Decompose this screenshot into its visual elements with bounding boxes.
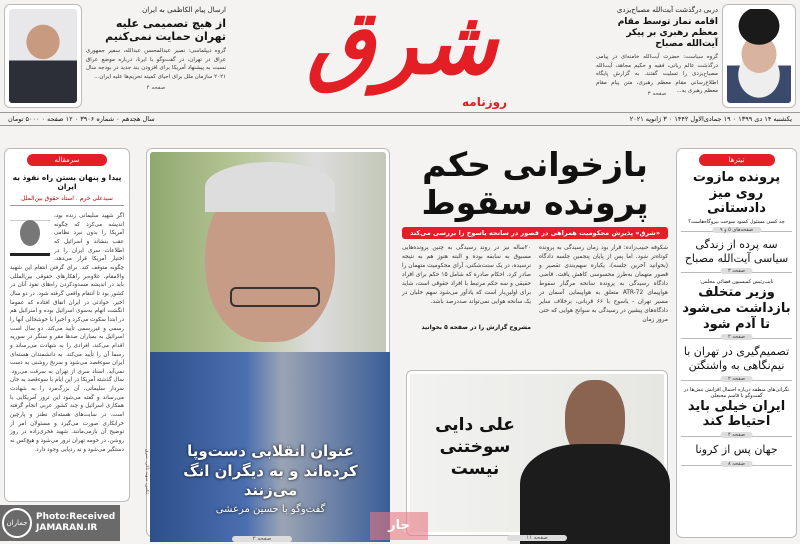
news-item[interactable]: نایب‌رئیس کمیسیون قضائی مجلس: وزیر متخلف بازداشت می‌شود تا آدم شود صفحه ۲ bbox=[682, 279, 791, 341]
news-item[interactable]: نگرانی‌های منطقه درباره احتمال افزایش تنش‌ها در گفت‌وگو با قاسم محبعلی ایران خیلی باید احتیاط کند صفحه ۴ bbox=[681, 387, 792, 437]
jamaran-logo: جماران bbox=[2, 508, 32, 538]
kicker: دربی درگذشت آیت‌الله مصباح‌یزدی bbox=[616, 6, 718, 14]
page-ref: صفحه ۲ bbox=[232, 536, 292, 542]
news-column bbox=[676, 148, 797, 538]
jar-stamp: جار bbox=[370, 512, 428, 540]
page-ref: صفحه ۳ bbox=[647, 91, 667, 98]
lead-subtitle: «شرق» پذیرش محکومیت همراهی در قصور در سانحه یاسوج را بررسی می‌کند bbox=[402, 227, 668, 239]
editorial-label: سرمقاله bbox=[27, 154, 107, 166]
page-ref: صفحه ۴ bbox=[146, 85, 166, 92]
read-more[interactable]: مشروح گزارش را در صفحه ۵ بخوانید bbox=[421, 323, 531, 331]
top-right-story bbox=[596, 6, 718, 97]
editorial-column bbox=[4, 148, 130, 502]
headline[interactable]: از هیچ تصمیمی علیه تهران حمایت نمی‌کنیم bbox=[105, 17, 226, 44]
daei-story bbox=[406, 370, 668, 541]
kazemi-photo bbox=[4, 4, 82, 108]
news-label: تیترها bbox=[699, 154, 775, 166]
news-item[interactable]: تصمیم‌گیری در تهران با نیم‌نگاهی به واشنگتن صفحه ۲ bbox=[681, 345, 792, 381]
watermark-line2: JAMARAN.IR bbox=[36, 523, 98, 533]
photo-credit: عکس: سهند تاکی، شرق bbox=[144, 449, 149, 495]
date: یکشنبه ۱۴ دی ۱۳۹۹ ۰ ۱۹ جمادی‌الاول ۱۴۴۲ ۰ ۳ ژانویه ۲۰۲۱ bbox=[629, 115, 792, 123]
cover-subhead: گفت‌وگو با حسین مرعشی bbox=[215, 504, 326, 515]
lead-story bbox=[402, 146, 668, 336]
news-item[interactable]: سه پرده از زندگی سیاسی آیت‌الله مصباح صفحه ۳ bbox=[681, 238, 792, 274]
editorial-author: سیدعلی خرم . استاد حقوق بین‌الملل bbox=[10, 195, 124, 206]
daei-photo bbox=[410, 374, 664, 532]
news-item[interactable]: پرونده مازوت روی میز دادستانی چه کسی مسئول کمبود سوخت نیروگاه‌هاست؟ صفحه‌های ۵ و ۹ bbox=[681, 170, 792, 232]
kicker: ارسال پیام الکاظمی به ایران bbox=[142, 6, 226, 14]
issue-info: سال هجدهم ۰ شماره ۳۹۰۶ ۰ ۱۲ صفحه ۰ ۵۰۰۰ تومان bbox=[8, 115, 155, 123]
editorial-body: اگر شهید سلیمانی زنده بود، اندیشه می‌کرد که چگونه آمریکا را بدون نبرد نظامی عقب بنشاند و اسرائیل که اطلاعات سری ایران را در اختیار آمریکا قرار می‌دهد، چگونه متوقف کند. برای گرفتن انتقام این شهید والامقام، علاوه‌بر راهکارهای حقوقی بین‌المللی باید در اندیشه مسدودکردن راه‌های نفوذ آنان در کشور بود تا انتقام واقعی گرفته شود. در دو سال اخیر، حوادثی در ایران اتفاق افتاده که عموما انگشت اتهام به‌سوی اسرائیل بوده و اسرائیل هم در ابتدا سکوت می‌کرد و اخیرا با خوشحالی آنها را رسمی و غیررسمی تأیید می‌کند. دو سال است اسرائیل به بمباران صدها مقر و سنگر در سوریه اقدام می‌کند، افرادی را به شهادت می‌رساند و رسما آن را تأیید می‌کند. به دانشمندان هسته‌ای ایران سوءقصد می‌شود و سرنخ روشنی به دست نمی‌آید. اسناد سری از تهران به سرقت می‌رود. سال گذشته آمریکا در این ایام با سوءقصد به جان سردار سلیمانی، آن بزرگ‌مرد را به شهادت می‌رساند و گفته می‌شود این ترور آمریکایی با همکاری اسرائیل و چند کشور عربی انجام گرفته است. در سایت‌های هسته‌ای نطنز و پارچین خرابکاری صورت می‌گیرد و مسئولان امر از توضیح آن بازمی‌مانند. شهید فخری‌زاده در روز روشن، در حومه تهران ترور می‌شود و هیچ‌کس نه دستگیر می‌شود و نه ردپایی وجود دارد. bbox=[9, 213, 124, 453]
cover-headline[interactable]: عنوان انقلابی دست‌وپا کرده‌اند و به دیگران انگ می‌زنند bbox=[183, 442, 358, 499]
watermark-line1: Photo:Received bbox=[36, 512, 116, 523]
page-ref: صفحه ۱۱ bbox=[507, 535, 567, 541]
body: گروه دیپلماسی: نصیر عبدالمحسن عبدالله، سفیر جمهوری عراق در تهران، در گفت‌وگو با ایرنا، درباره موضع عراق نسبت به پیشنهاد آمریکا برای افزودن بند جدید در بودجه سال ۲۰۲۱ سازمان ملل برای احیای کمیته تحریم‌ها علیه ایران... bbox=[86, 48, 226, 80]
headline[interactable]: اقامه نماز توسط مقام معظم رهبری بر پیکر آیت‌الله مصباح bbox=[617, 17, 718, 49]
lead-headline[interactable]: بازخوانی حکم پرونده سقوط bbox=[421, 145, 649, 222]
daei-headline[interactable]: علی دایی سوختنی نیست bbox=[435, 415, 515, 480]
news-item[interactable]: جهان پس از کرونا صفحه ۸ bbox=[681, 443, 792, 466]
body: گروه سیاست: حضرت آیت‌الله خامنه‌ای در پیامی درگذشت عالم ربانی، فقیه و حکیم مجاهد، آیت‌الله مصباح‌یزدی را تسلیت گفتند. به گزارش پایگاه اطلاع‌رسانی مقام معظم رهبری، متن پیام مقام معظم رهبری به... bbox=[596, 54, 718, 95]
dateline bbox=[0, 112, 800, 126]
author-photo bbox=[10, 212, 50, 256]
lead-col-1: شکوفه حبیب‌زاده: قرار بود زمان رسیدگی به پرونده کوتاه‌تر شود. اما پس از پایان پنجمین جلسه دادگاه (بخوانید آخرین جلسه)، یکباره سهم‌بندی تقصیر و قصور متهمان به‌طرز محسوسی کاهش یافت. قاضی دادگاه رسیدگی به پرونده سانحه مرگبار سقوط هواپیمای ATR-72 متعلق به هواپیمایی آسمان در مسیر تهران - یاسوج با ۶۶ قربانی، برخلاف سایر دادگاه‌های پیشین در رسیدگی به سوانح هوایی که حتی مرور زمان bbox=[539, 244, 669, 323]
top-left-story bbox=[86, 6, 226, 91]
editorial-headline[interactable]: پیدا و پنهان بستن راه نفوذ به ایران bbox=[12, 173, 122, 191]
masthead-sub: روزنامه bbox=[462, 95, 507, 109]
watermark bbox=[0, 505, 120, 541]
leader-photo bbox=[722, 4, 796, 108]
cover-story bbox=[144, 148, 390, 542]
cover-photo bbox=[150, 152, 386, 533]
lead-col-2: ۲۰ساله نیز در روند رسیدگی به چنین پرونده‌هایی مسبوق به سابقه بوده و البته هنوز هم به نتیجه نرسیده، در یک سنت‌شکنی، آرای محکومیت متهمان را صادر کرد. احکام صادره که شامل ۱۵ حکم برای افراد حقیقی و سه حکم مرتبط با افراد حقوقی است، شاید برای اولین‌بار است که یادآور می‌شود سهم خلبان در یک سانحه هوایی نمی‌تواند صددرصد باشد. bbox=[402, 244, 531, 305]
masthead-logo: شرق bbox=[306, 0, 498, 94]
